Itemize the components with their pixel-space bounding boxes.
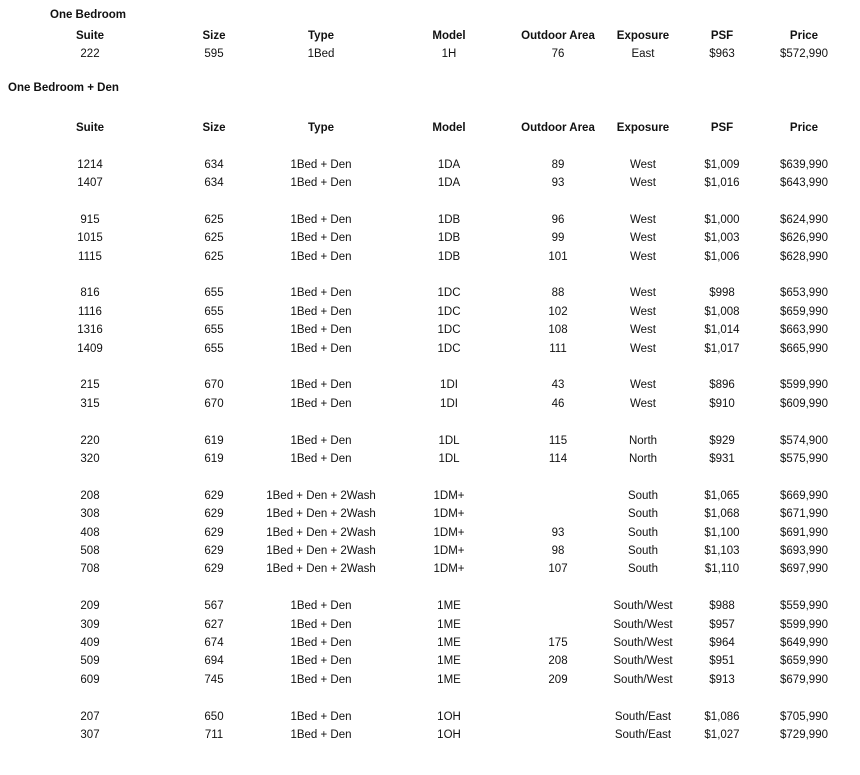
cell-size: 629 xyxy=(204,489,224,502)
cell-model: 1DC xyxy=(437,287,461,300)
cell-price: $575,990 xyxy=(780,452,828,465)
cell-outdoor: 114 xyxy=(548,452,568,465)
cell-model: 1ME xyxy=(437,636,461,649)
table-row xyxy=(0,211,860,229)
cell-price: $669,990 xyxy=(780,489,828,502)
cell-model: 1DM+ xyxy=(433,489,465,502)
cell-exposure: West xyxy=(630,305,656,318)
column-header-price: Price xyxy=(789,30,819,42)
cell-size: 655 xyxy=(204,287,224,300)
cell-psf: $964 xyxy=(709,636,735,649)
cell-type: 1Bed + Den xyxy=(290,728,352,741)
cell-psf: $988 xyxy=(709,600,735,613)
column-header-type: Type xyxy=(308,30,334,42)
cell-outdoor: 101 xyxy=(548,250,568,263)
section-title-one-bedroom: One Bedroom xyxy=(50,9,127,21)
cell-size: 670 xyxy=(204,397,224,410)
column-header-psf: PSF xyxy=(710,30,734,42)
table-row xyxy=(0,671,860,689)
column-header-type: Type xyxy=(308,122,334,134)
cell-suite: 509 xyxy=(80,655,100,668)
cell-price: $599,990 xyxy=(780,618,828,631)
cell-psf: $1,086 xyxy=(704,710,740,723)
cell-psf: $1,068 xyxy=(704,508,740,521)
cell-psf: $1,027 xyxy=(704,728,740,741)
cell-type: 1Bed + Den xyxy=(290,250,352,263)
cell-type: 1Bed + Den xyxy=(290,287,352,300)
cell-suite: 915 xyxy=(80,213,100,226)
table-header-row xyxy=(0,119,860,137)
cell-price: $643,990 xyxy=(780,176,828,189)
cell-price: $729,990 xyxy=(780,728,828,741)
cell-size: 634 xyxy=(204,176,224,189)
cell-suite: 207 xyxy=(80,710,100,723)
cell-type: 1Bed + Den xyxy=(290,600,352,613)
cell-psf: $1,103 xyxy=(704,544,740,557)
cell-model: 1DB xyxy=(437,250,461,263)
cell-psf: $1,065 xyxy=(704,489,740,502)
cell-size: 619 xyxy=(204,452,224,465)
cell-suite: 208 xyxy=(80,489,100,502)
table-row xyxy=(0,450,860,468)
cell-outdoor: 107 xyxy=(548,563,568,576)
cell-price: $626,990 xyxy=(780,232,828,245)
cell-type: 1Bed + Den xyxy=(290,636,352,649)
cell-psf: $1,006 xyxy=(704,250,740,263)
cell-size: 670 xyxy=(204,379,224,392)
table-row xyxy=(0,432,860,450)
table-row xyxy=(0,560,860,578)
cell-exposure: West xyxy=(630,213,656,226)
cell-size: 629 xyxy=(204,563,224,576)
cell-psf: $1,100 xyxy=(704,526,740,539)
cell-psf: $957 xyxy=(709,618,735,631)
cell-price: $609,990 xyxy=(780,397,828,410)
column-header-exposure: Exposure xyxy=(616,30,670,42)
cell-outdoor: 108 xyxy=(548,324,568,337)
cell-model: 1DM+ xyxy=(433,508,465,521)
cell-outdoor: 102 xyxy=(548,305,568,318)
cell-suite: 320 xyxy=(80,452,100,465)
cell-exposure: South xyxy=(627,526,659,539)
cell-exposure: West xyxy=(630,232,656,245)
cell-type: 1Bed + Den xyxy=(290,232,352,245)
cell-size: 650 xyxy=(204,710,224,723)
cell-type: 1Bed + Den xyxy=(290,324,352,337)
cell-price: $559,990 xyxy=(780,600,828,613)
cell-psf: $963 xyxy=(709,48,735,60)
cell-size: 655 xyxy=(204,324,224,337)
column-header-size: Size xyxy=(202,122,226,134)
cell-psf: $913 xyxy=(709,673,735,686)
cell-exposure: South/East xyxy=(614,728,672,741)
cell-suite: 1015 xyxy=(77,232,103,245)
cell-exposure: South xyxy=(627,508,659,521)
cell-type: 1Bed + Den xyxy=(290,710,352,723)
cell-suite: 1115 xyxy=(78,250,102,263)
table-row xyxy=(0,376,860,394)
cell-model: 1H xyxy=(441,48,457,60)
cell-size: 655 xyxy=(204,305,224,318)
table-row xyxy=(0,524,860,542)
cell-suite: 508 xyxy=(80,544,100,557)
column-header-model: Model xyxy=(432,122,466,134)
cell-exposure: South xyxy=(627,563,659,576)
column-header-outdoor: Outdoor Area xyxy=(521,30,595,42)
cell-exposure: West xyxy=(630,397,656,410)
cell-model: 1DM+ xyxy=(433,526,465,539)
table-row xyxy=(0,229,860,247)
cell-price: $628,990 xyxy=(780,250,828,263)
cell-exposure: West xyxy=(630,379,656,392)
column-header-exposure: Exposure xyxy=(616,122,670,134)
cell-size: 625 xyxy=(204,232,224,245)
cell-outdoor: 111 xyxy=(549,342,567,355)
cell-exposure: West xyxy=(630,324,656,337)
cell-suite: 308 xyxy=(80,508,100,521)
cell-price: $663,990 xyxy=(780,324,828,337)
cell-model: 1DB xyxy=(437,232,461,245)
cell-suite: 222 xyxy=(80,48,100,60)
cell-model: 1DL xyxy=(438,434,460,447)
cell-model: 1DM+ xyxy=(433,563,465,576)
column-header-outdoor: Outdoor Area xyxy=(521,122,595,134)
cell-psf: $1,016 xyxy=(704,176,740,189)
table-row xyxy=(0,708,860,726)
cell-psf: $1,008 xyxy=(704,305,740,318)
cell-suite: 408 xyxy=(80,526,100,539)
cell-psf: $1,017 xyxy=(704,342,740,355)
cell-type: 1Bed + Den + 2Wash xyxy=(266,526,376,539)
cell-exposure: West xyxy=(630,176,656,189)
table-row xyxy=(0,321,860,339)
cell-type: 1Bed + Den xyxy=(290,158,352,171)
cell-suite: 1409 xyxy=(77,342,103,355)
table-row xyxy=(0,726,860,744)
cell-exposure: South/West xyxy=(613,600,673,613)
cell-type: 1Bed xyxy=(307,48,335,60)
cell-exposure: North xyxy=(628,452,658,465)
cell-model: 1DI xyxy=(440,397,458,410)
cell-outdoor: 96 xyxy=(551,213,565,226)
cell-outdoor: 175 xyxy=(548,636,568,649)
cell-type: 1Bed + Den xyxy=(290,655,352,668)
cell-model: 1OH xyxy=(437,710,461,723)
cell-type: 1Bed + Den xyxy=(290,452,352,465)
table-row xyxy=(0,487,860,505)
cell-type: 1Bed + Den + 2Wash xyxy=(266,544,376,557)
cell-outdoor: 99 xyxy=(551,232,565,245)
cell-suite: 209 xyxy=(80,600,100,613)
cell-model: 1ME xyxy=(437,655,461,668)
cell-psf: $998 xyxy=(709,287,735,300)
cell-size: 634 xyxy=(204,158,224,171)
cell-type: 1Bed + Den xyxy=(290,176,352,189)
cell-type: 1Bed + Den + 2Wash xyxy=(266,489,376,502)
cell-size: 627 xyxy=(204,618,224,631)
cell-exposure: East xyxy=(631,48,655,60)
cell-price: $671,990 xyxy=(780,508,828,521)
cell-model: 1DA xyxy=(437,176,461,189)
table-row xyxy=(0,45,860,63)
cell-psf: $951 xyxy=(709,655,735,668)
cell-model: 1DC xyxy=(437,342,461,355)
cell-price: $693,990 xyxy=(780,544,828,557)
cell-model: 1DM+ xyxy=(433,544,465,557)
cell-exposure: South/West xyxy=(613,618,673,631)
cell-size: 629 xyxy=(204,526,224,539)
cell-psf: $1,014 xyxy=(704,324,740,337)
cell-type: 1Bed + Den xyxy=(290,397,352,410)
column-header-suite: Suite xyxy=(75,30,105,42)
cell-type: 1Bed + Den + 2Wash xyxy=(266,508,376,521)
table-row xyxy=(0,340,860,358)
cell-outdoor: 43 xyxy=(551,379,565,392)
table-row xyxy=(0,174,860,192)
cell-suite: 307 xyxy=(80,728,100,741)
cell-psf: $896 xyxy=(709,379,735,392)
table-row xyxy=(0,395,860,413)
cell-size: 694 xyxy=(204,655,224,668)
cell-type: 1Bed + Den xyxy=(290,305,352,318)
cell-suite: 816 xyxy=(80,287,100,300)
column-header-psf: PSF xyxy=(710,122,734,134)
cell-suite: 1116 xyxy=(78,305,102,318)
section-title-one-bedroom-den: One Bedroom + Den xyxy=(8,82,119,94)
cell-model: 1DC xyxy=(437,324,461,337)
cell-size: 595 xyxy=(204,48,224,60)
cell-psf: $910 xyxy=(709,397,735,410)
cell-psf: $929 xyxy=(709,434,735,447)
table-row xyxy=(0,303,860,321)
cell-type: 1Bed + Den xyxy=(290,213,352,226)
table-row xyxy=(0,634,860,652)
cell-model: 1DA xyxy=(437,158,461,171)
cell-size: 567 xyxy=(204,600,224,613)
cell-outdoor: 115 xyxy=(548,434,568,447)
cell-outdoor: 88 xyxy=(551,287,565,300)
cell-outdoor: 93 xyxy=(551,176,565,189)
cell-outdoor: 76 xyxy=(551,48,565,60)
cell-model: 1DB xyxy=(437,213,461,226)
cell-suite: 1407 xyxy=(77,176,103,189)
column-header-price: Price xyxy=(789,122,819,134)
table-row xyxy=(0,597,860,615)
cell-price: $599,990 xyxy=(780,379,828,392)
cell-exposure: West xyxy=(630,250,656,263)
cell-size: 625 xyxy=(204,250,224,263)
cell-suite: 409 xyxy=(80,636,100,649)
table-row xyxy=(0,652,860,670)
cell-type: 1Bed + Den xyxy=(290,434,352,447)
cell-exposure: South xyxy=(627,544,659,557)
cell-exposure: West xyxy=(630,158,656,171)
cell-type: 1Bed + Den + 2Wash xyxy=(266,563,376,576)
cell-outdoor: 208 xyxy=(548,655,568,668)
column-header-size: Size xyxy=(202,30,226,42)
cell-model: 1DL xyxy=(438,452,460,465)
cell-model: 1ME xyxy=(437,618,461,631)
cell-price: $691,990 xyxy=(780,526,828,539)
cell-outdoor: 98 xyxy=(551,544,565,557)
cell-price: $574,900 xyxy=(780,434,828,447)
cell-price: $639,990 xyxy=(780,158,828,171)
cell-type: 1Bed + Den xyxy=(290,379,352,392)
table-row xyxy=(0,284,860,302)
cell-psf: $931 xyxy=(709,452,735,465)
cell-model: 1ME xyxy=(437,600,461,613)
cell-type: 1Bed + Den xyxy=(290,618,352,631)
cell-exposure: South xyxy=(627,489,659,502)
cell-price: $665,990 xyxy=(780,342,828,355)
cell-model: 1DI xyxy=(440,379,458,392)
cell-model: 1DC xyxy=(437,305,461,318)
cell-type: 1Bed + Den xyxy=(290,342,352,355)
cell-psf: $1,009 xyxy=(704,158,740,171)
cell-psf: $1,110 xyxy=(704,563,740,576)
cell-suite: 309 xyxy=(80,618,100,631)
cell-exposure: South/West xyxy=(613,655,673,668)
cell-price: $649,990 xyxy=(780,636,828,649)
cell-size: 674 xyxy=(204,636,224,649)
cell-price: $659,990 xyxy=(780,305,828,318)
cell-suite: 708 xyxy=(80,563,100,576)
cell-size: 745 xyxy=(204,673,224,686)
cell-model: 1OH xyxy=(437,728,461,741)
cell-suite: 1316 xyxy=(77,324,103,337)
cell-size: 655 xyxy=(204,342,224,355)
cell-suite: 609 xyxy=(80,673,100,686)
cell-exposure: West xyxy=(630,342,656,355)
cell-price: $624,990 xyxy=(780,213,828,226)
table-row xyxy=(0,505,860,523)
cell-price: $653,990 xyxy=(780,287,828,300)
table-header-row xyxy=(0,27,860,45)
cell-size: 711 xyxy=(204,728,224,741)
table-row xyxy=(0,156,860,174)
cell-size: 629 xyxy=(204,544,224,557)
cell-price: $679,990 xyxy=(780,673,828,686)
cell-outdoor: 89 xyxy=(551,158,565,171)
cell-suite: 1214 xyxy=(77,158,103,171)
cell-exposure: West xyxy=(630,287,656,300)
table-row xyxy=(0,616,860,634)
cell-psf: $1,003 xyxy=(704,232,740,245)
cell-exposure: South/West xyxy=(613,636,673,649)
cell-exposure: South/West xyxy=(613,673,673,686)
cell-outdoor: 46 xyxy=(551,397,565,410)
cell-type: 1Bed + Den xyxy=(290,673,352,686)
cell-model: 1ME xyxy=(437,673,461,686)
column-header-suite: Suite xyxy=(75,122,105,134)
cell-outdoor: 209 xyxy=(548,673,568,686)
cell-exposure: South/East xyxy=(614,710,672,723)
cell-outdoor: 93 xyxy=(551,526,565,539)
cell-suite: 315 xyxy=(80,397,100,410)
cell-suite: 215 xyxy=(80,379,100,392)
table-row xyxy=(0,248,860,266)
cell-exposure: North xyxy=(628,434,658,447)
cell-price: $697,990 xyxy=(780,563,828,576)
column-header-model: Model xyxy=(432,30,466,42)
cell-size: 625 xyxy=(204,213,224,226)
cell-suite: 220 xyxy=(80,434,100,447)
cell-size: 619 xyxy=(204,434,224,447)
cell-price: $572,990 xyxy=(780,48,828,60)
cell-price: $705,990 xyxy=(780,710,828,723)
table-row xyxy=(0,542,860,560)
cell-psf: $1,000 xyxy=(704,213,740,226)
cell-price: $659,990 xyxy=(780,655,828,668)
cell-size: 629 xyxy=(204,508,224,521)
